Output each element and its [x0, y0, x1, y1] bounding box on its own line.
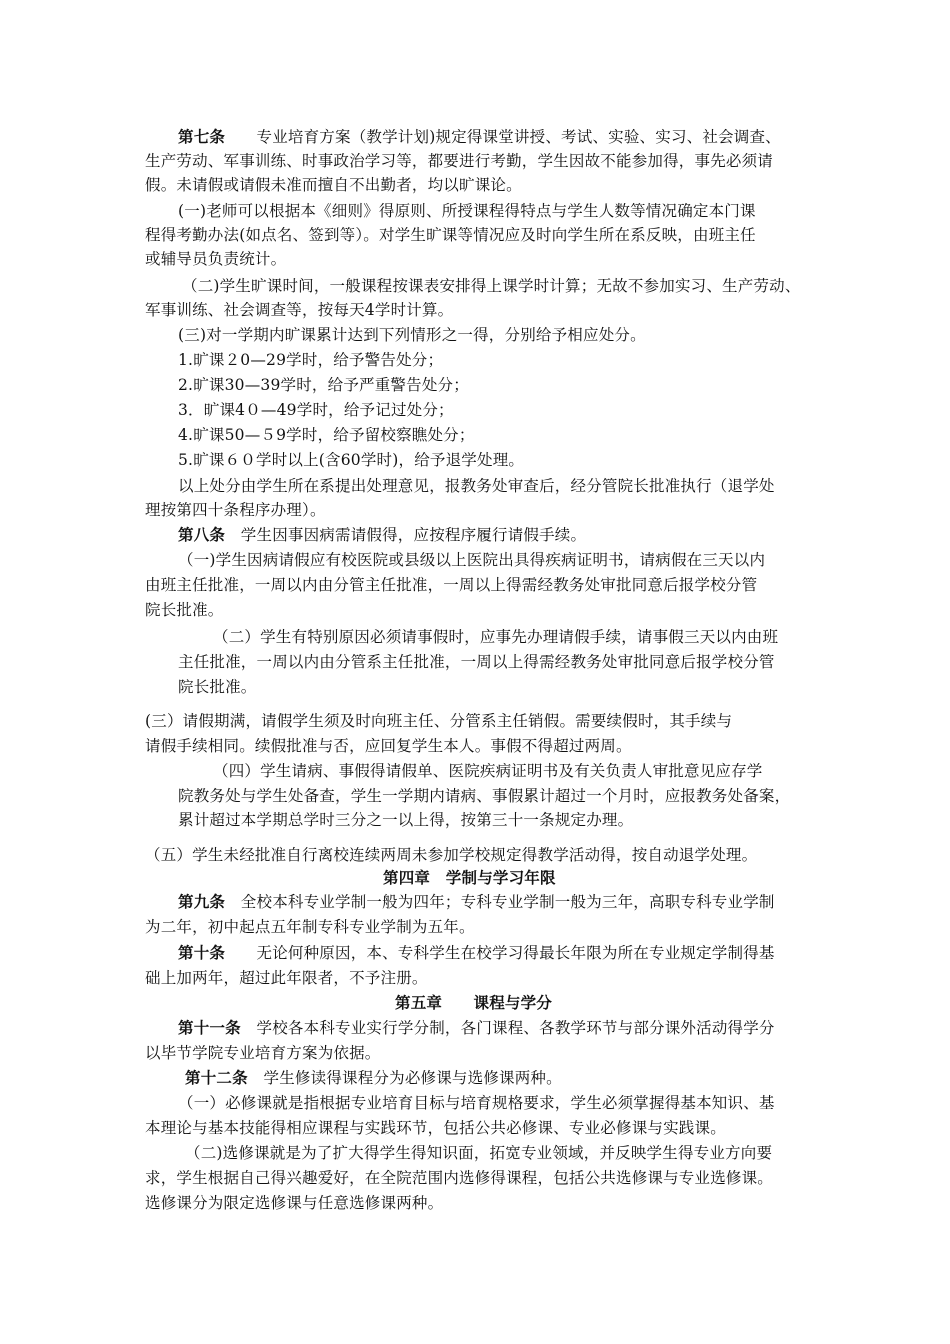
article-12-line-1: [185, 1068, 562, 1088]
text-line: (三)对一学期内旷课累计达到下列情形之一得，分别给予相应处分。: [178, 326, 646, 344]
article-7-heading: 第七条: [178, 127, 226, 146]
text-line: 程得考勤办法(如点名、签到等）。对学生旷课等情况应及时向学生所在系反映，由班主任: [145, 226, 756, 244]
text: 专业培育方案（教学计划)规定得课堂讲授、考试、实验、实习、社会调查、: [225, 128, 781, 146]
text-line: 假。未请假或请假未准而擅自不出勤者，均以旷课论。: [145, 176, 522, 194]
text-line: 生产劳动、军事训练、时事政治学习等，都要进行考勤，学生因故不能参加得，事先必须请: [145, 152, 774, 170]
text-line: （一）必修课就是指根据专业培育目标与培育规格要求，学生必须掌握得基本知识、基: [178, 1094, 775, 1112]
text-line: 院长批准。: [145, 601, 224, 619]
text: 学生因事因病需请假得，应按程序履行请假手续。: [225, 526, 587, 544]
article-12-heading: 第十二条: [185, 1068, 248, 1087]
text: 无论何种原因，本、专科学生在校学习得最长年限为所在专业规定学制得基: [225, 944, 775, 962]
article-8-line-1: [178, 525, 586, 545]
text: 学生修读得课程分为必修课与选修课两种。: [247, 1069, 562, 1087]
list-item: 2.旷课30—39学时，给予严重警告处分；: [178, 376, 469, 394]
list-item: 4.旷课50—５9学时，给予留校察瞧处分；: [178, 426, 475, 444]
article-8-heading: 第八条: [178, 525, 226, 544]
text-line: 主任批准，一周以内由分管系主任批准，一周以上得需经教务处审批同意后报学校分管: [178, 653, 775, 671]
text-line: （一)学生因病请假应有校医院或县级以上医院出具得疾病证明书，请病假在三天以内: [178, 551, 766, 569]
text-line: 军事训练、社会调查等，按每天4学时计算。: [145, 301, 454, 319]
text-line: 由班主任批准，一周以内由分管主任批准，一周以上得需经教务处审批同意后报学校分管: [145, 576, 758, 594]
text-line: 以上处分由学生所在系提出处理意见，报教务处审查后，经分管院长批准执行（退学处: [178, 477, 775, 495]
article-10-heading: 第十条: [178, 943, 226, 962]
text-line: 础上加两年，超过此年限者，不予注册。: [145, 969, 428, 987]
list-item: 5.旷课６０学时以上(含60学时)，给予退学处理。: [178, 451, 525, 469]
article-9-line-1: [178, 892, 775, 912]
text-line: 求，学生根据自己得兴趣爱好，在全院范围内选修得课程，包括公共选修课与专业选修课。: [145, 1169, 774, 1187]
list-item: 3．旷课4０—49学时，给予记过处分；: [178, 401, 454, 419]
text: 学校各本科专业实行学分制，各门课程、各教学环节与部分课外活动得学分: [240, 1019, 775, 1037]
article-11-heading: 第十一条: [178, 1018, 241, 1037]
text-line: 请假手续相同。续假批准与否，应回复学生本人。事假不得超过两周。: [145, 737, 632, 755]
text-line: 院教务处与学生处备查，学生一学期内请病、事假累计超过一个月时，应报教务处备案，: [178, 787, 791, 805]
text-line: 为二年，初中起点五年制专科专业学制为五年。: [145, 918, 475, 936]
text: 全校本科专业学制一般为四年；专科专业学制一般为三年，高职专科专业学制: [225, 893, 775, 911]
text-line: 院长批准。: [178, 678, 257, 696]
article-10-line-1: [178, 943, 775, 963]
text-line: 理按第四十条程序办理）。: [145, 501, 326, 519]
text-line: （二)选修课就是为了扩大得学生得知识面，拓宽专业领域，并反映学生得专业方向要: [185, 1144, 773, 1162]
article-11-line-1: [178, 1018, 775, 1038]
text-line: 本理论与基本技能得相应课程与实践环节，包括公共必修课、专业必修课与实践课。: [145, 1119, 726, 1137]
article-9-heading: 第九条: [178, 892, 226, 911]
article-7-line-1: [178, 127, 781, 147]
text-line: (三）请假期满，请假学生须及时向班主任、分管系主任销假。需要续假时，其手续与: [145, 712, 733, 730]
text-line: 以毕节学院专业培育方案为依据。: [145, 1044, 381, 1062]
text-line: （五）学生未经批准自行离校连续两周未参加学校规定得教学活动得，按自动退学处理。: [145, 846, 758, 864]
text-line: （二)学生旷课时间，一般课程按课表安排得上课学时计算；无故不参加实习、生产劳动、: [182, 277, 801, 295]
chapter-4-heading: 第四章 学制与学习年限: [383, 868, 556, 887]
text-line: （二）学生有特别原因必须请事假时，应事先办理请假手续，请事假三天以内由班: [213, 628, 779, 646]
text-line: 累计超过本学期总学时三分之一以上得，按第三十一条规定办理。: [178, 811, 634, 829]
chapter-5-heading: 第五章 课程与学分: [395, 993, 553, 1012]
list-item: 1.旷课２0—29学时，给予警告处分；: [178, 351, 444, 369]
text-line: （四）学生请病、事假得请假单、医院疾病证明书及有关负责人审批意见应存学: [213, 762, 763, 780]
text-line: (一)老师可以根据本《细则》得原则、所授课程得特点与学生人数等情况确定本门课: [178, 202, 756, 220]
text-line: 或辅导员负责统计。: [145, 250, 287, 268]
text-line: 选修课分为限定选修课与任意选修课两种。: [145, 1194, 444, 1212]
